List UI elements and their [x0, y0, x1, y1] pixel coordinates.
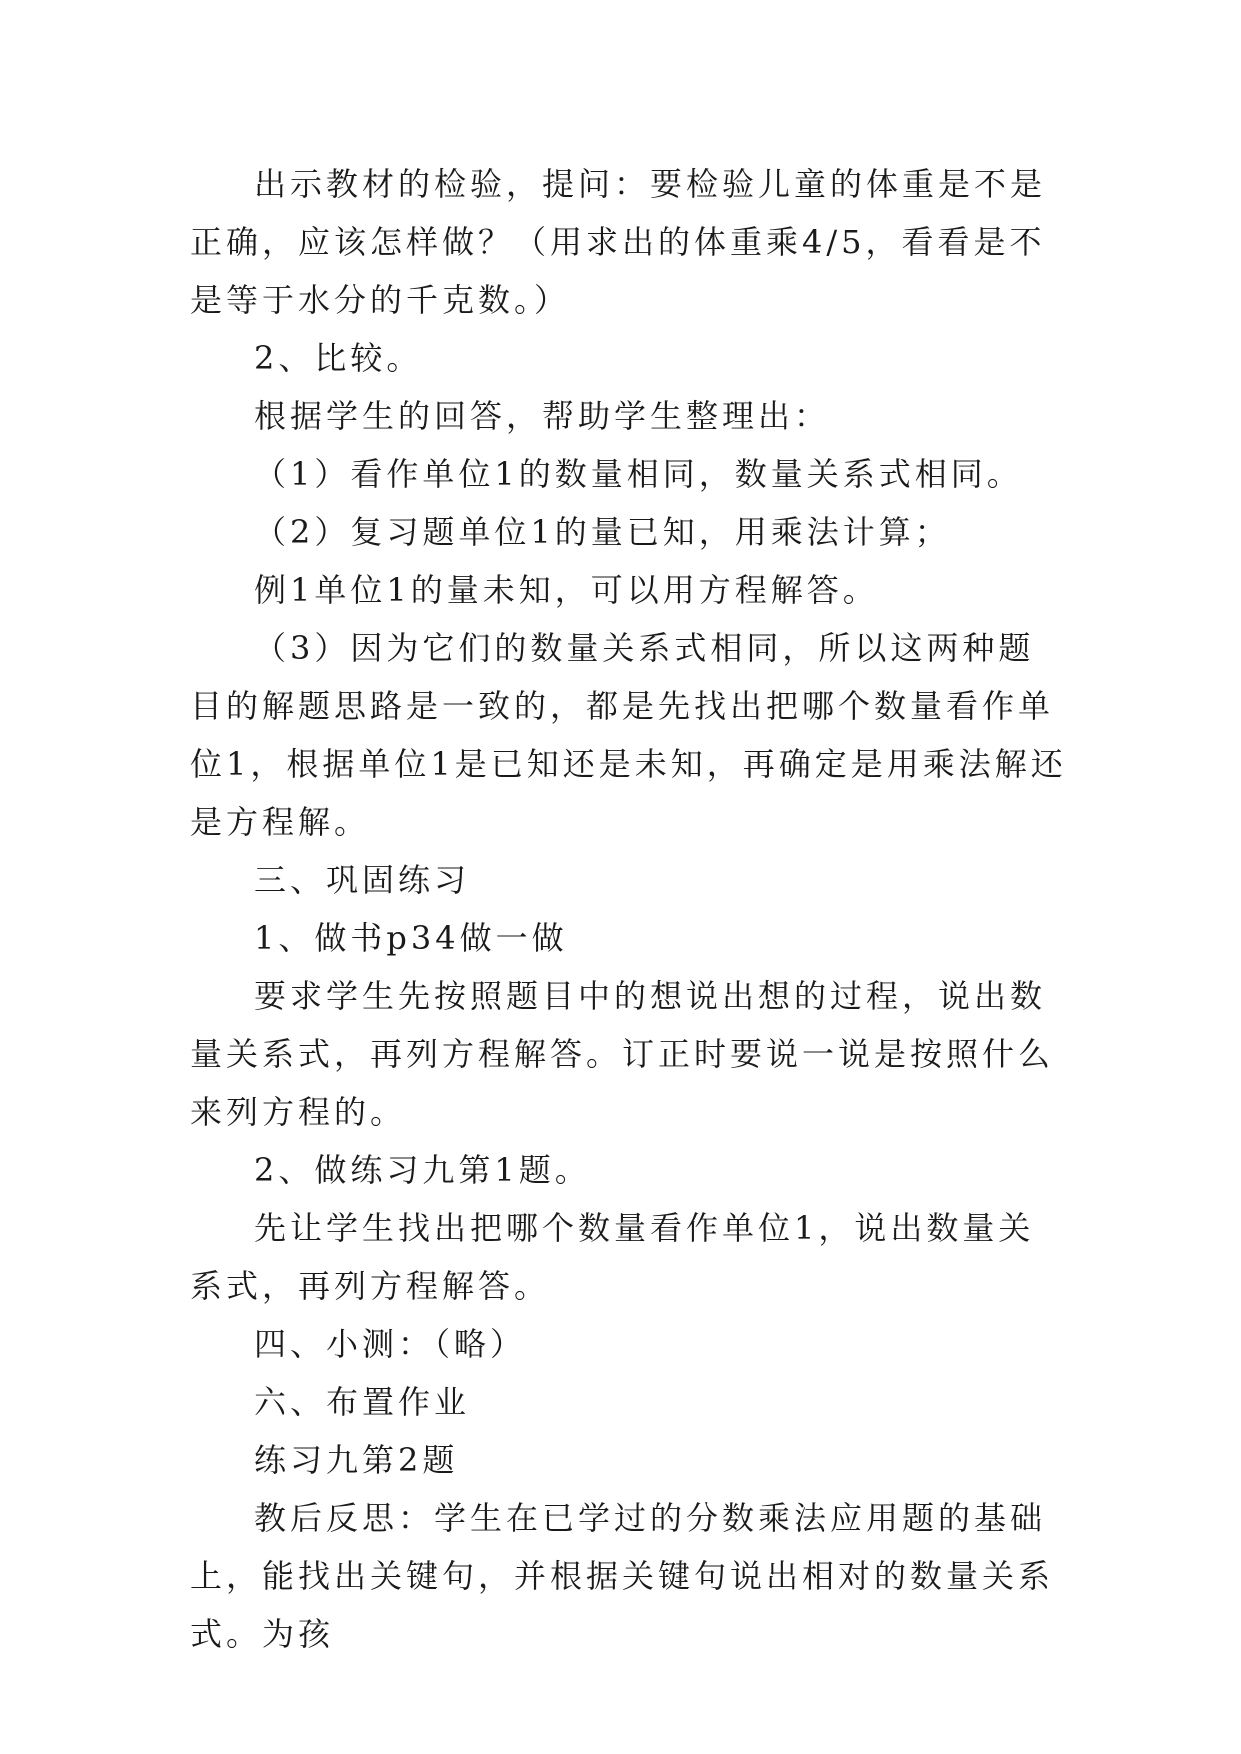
paragraph-reflection: 教后反思：学生在已学过的分数乘法应用题的基础上，能找出关键句，并根据关键句说出相对的数量关系式。为孩: [190, 1499, 1055, 1653]
section-heading-quiz: 四、小测：（略）: [254, 1325, 527, 1363]
paragraph-exercise-2: 2、做练习九第1题。: [254, 1151, 591, 1189]
paragraph-compare-heading: 2、比较。: [254, 339, 423, 377]
section-heading-homework: 六、布置作业: [254, 1383, 471, 1421]
paragraph-homework: 练习九第2题: [254, 1441, 459, 1479]
body-text: [190, 155, 1070, 1663]
paragraph-point-2: （2）复习题单位1的量已知，用乘法计算；: [254, 513, 951, 551]
paragraph-check-weight: 出示教材的检验，提问：要检验儿童的体重是不是正确，应该怎样做？（用求出的体重乘4/5，看看是不是等于水分的千克数。）: [190, 165, 1047, 319]
paragraph-organize: 根据学生的回答，帮助学生整理出：: [254, 397, 831, 435]
paragraph-point-3: （3）因为它们的数量关系式相同，所以这两种题目的解题思路是一致的，都是先找出把哪个数量看作单位1，根据单位1是已知还是未知，再确定是用乘法解还是方程解。: [190, 629, 1067, 841]
paragraph-exercise-1-detail: 要求学生先按照题目中的想说出想的过程，说出数量关系式，再列方程解答。订正时要说一说是按照什么来列方程的。: [190, 977, 1055, 1131]
paragraph-exercise-2-detail: 先让学生找出把哪个数量看作单位1，说出数量关系式，再列方程解答。: [190, 1209, 1035, 1305]
paragraph-exercise-1: 1、做书p34做一做: [254, 919, 568, 957]
paragraph-point-1: （1）看作单位1的数量相同，数量关系式相同。: [254, 455, 1023, 493]
section-heading-practice: 三、巩固练习: [254, 861, 471, 899]
paragraph-example-1: 例1单位1的量未知，可以用方程解答。: [254, 571, 879, 609]
